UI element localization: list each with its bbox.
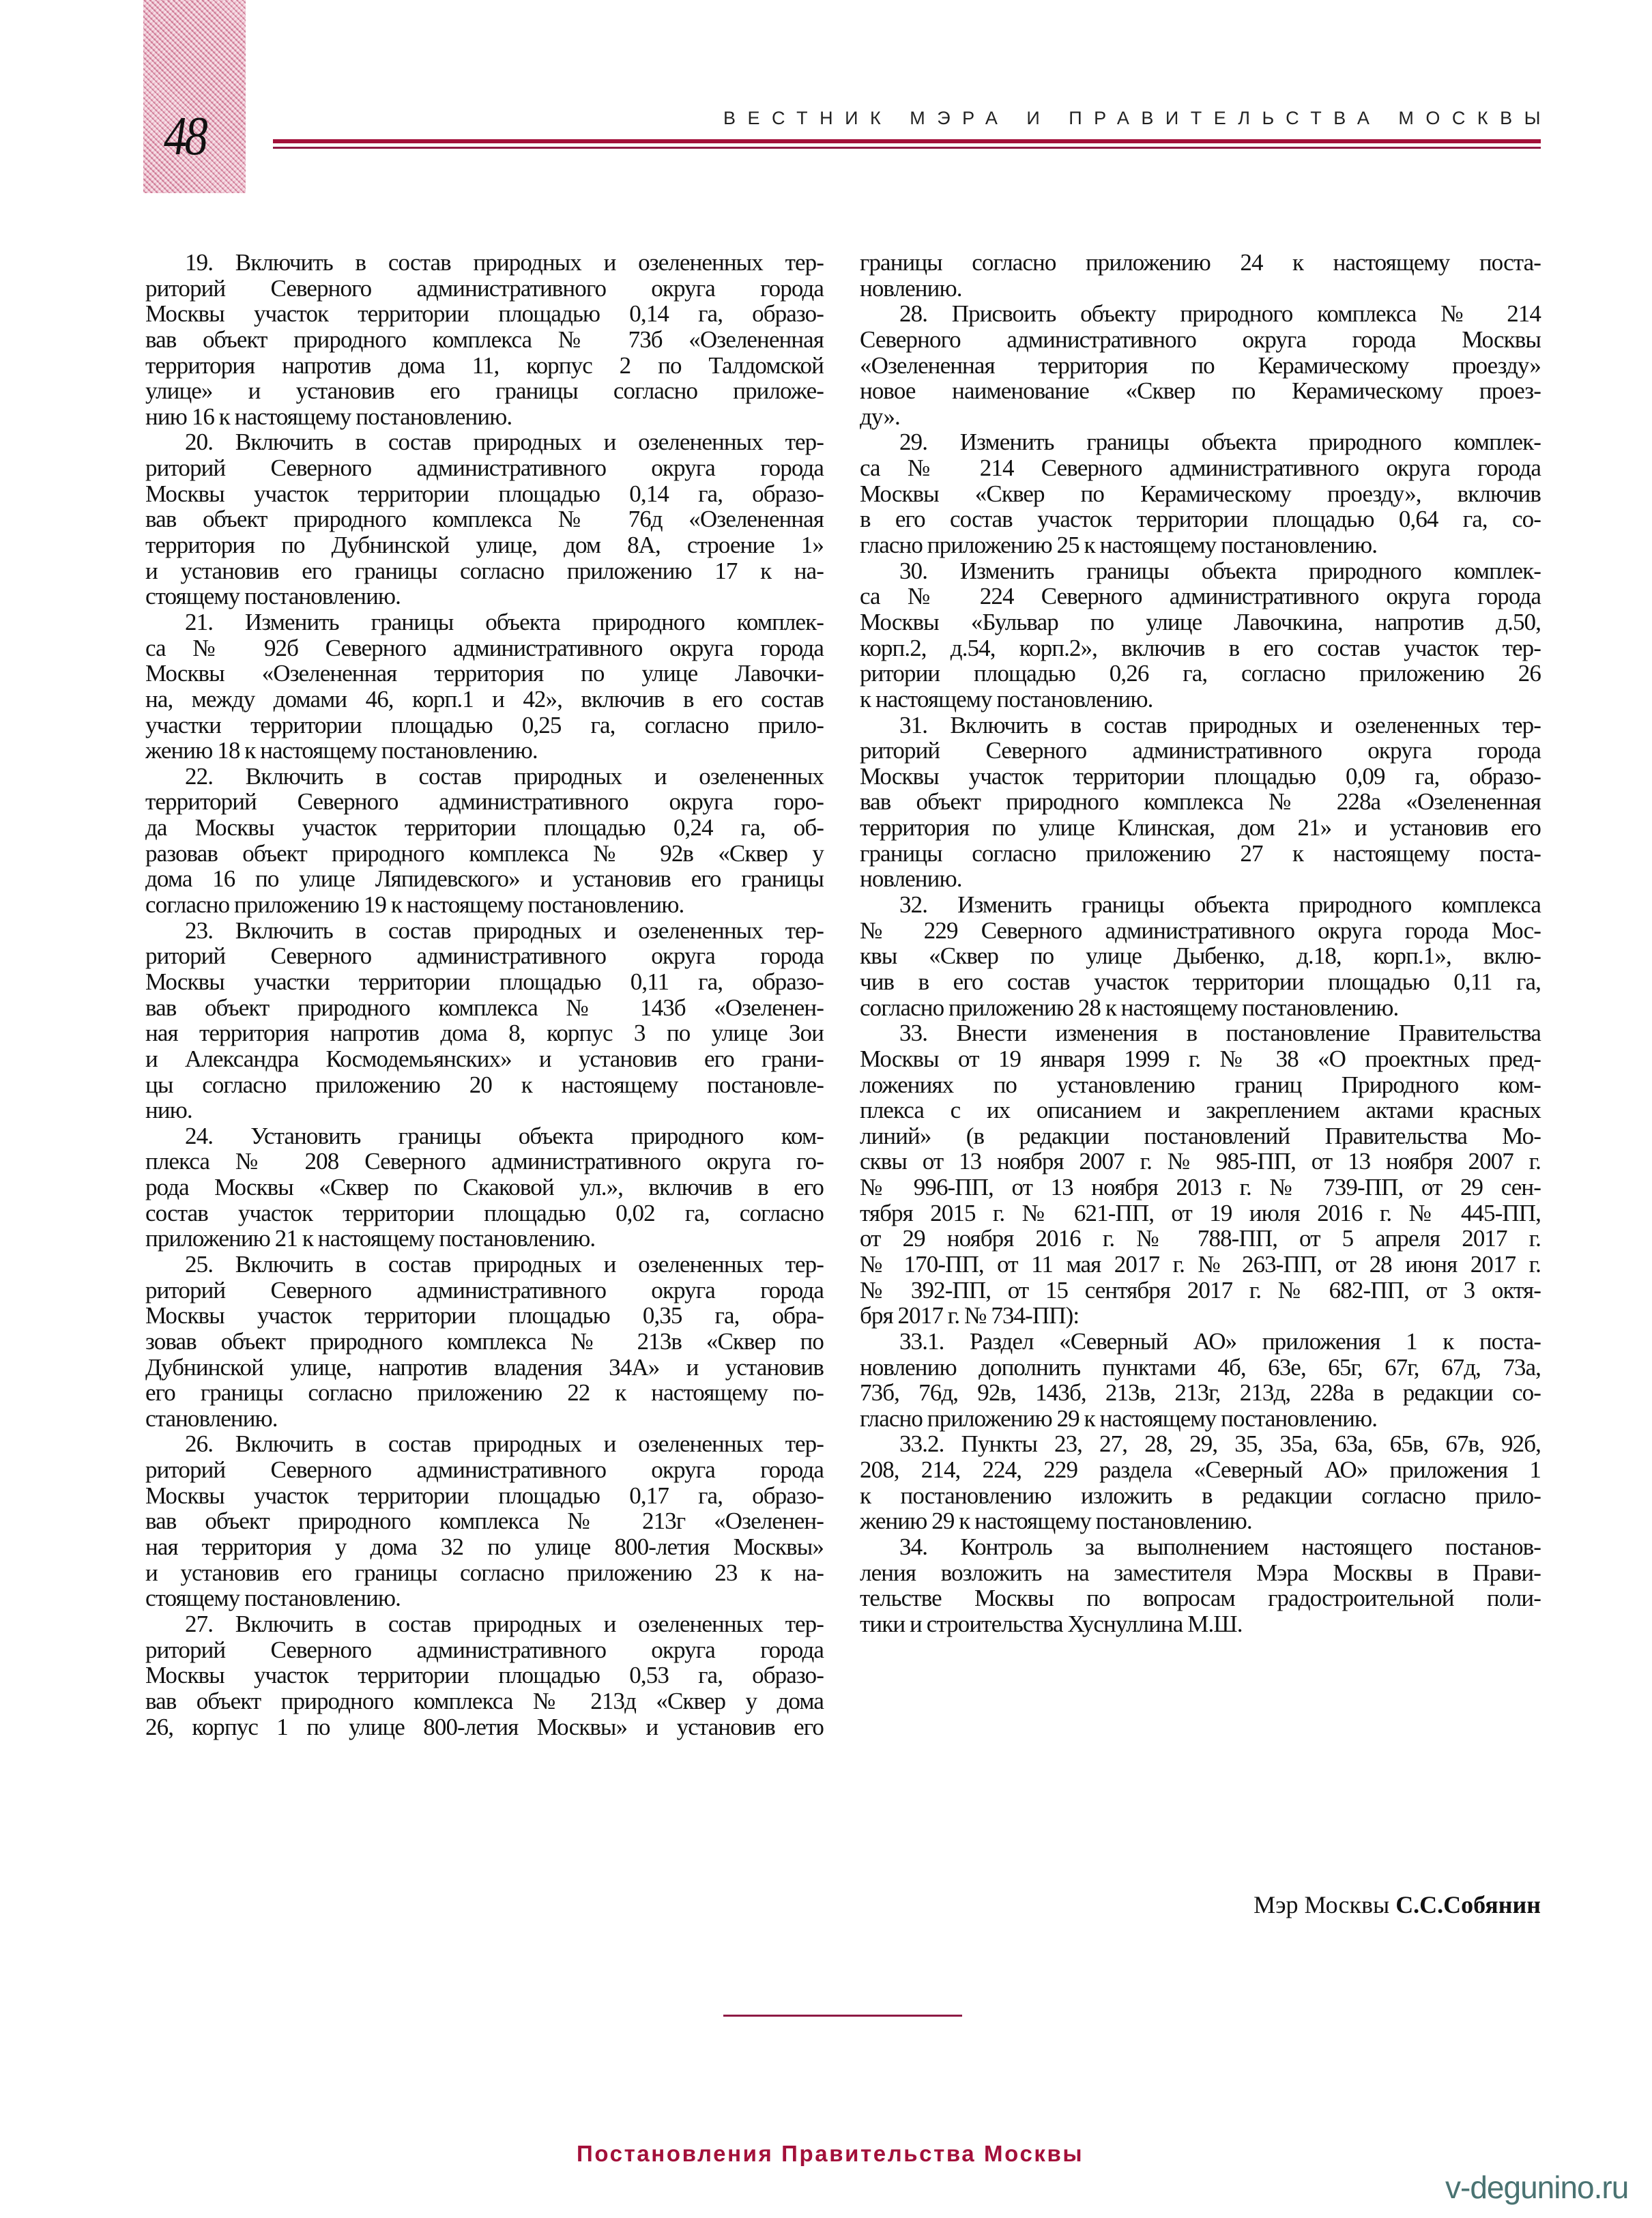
text-line: и установив его границы согласно приложению 17 к на- <box>145 557 824 584</box>
text-line: рода Москвы «Сквер по Скаковой ул.», включив в его <box>145 1174 824 1201</box>
paragraph-item-27-cont <box>860 250 1541 301</box>
text-line: ритории площадью 0,26 га, согласно приложению 26 <box>860 660 1541 687</box>
text-line: Москвы «Бульвар по улице Лавочкина, напротив д.50, <box>860 608 1541 635</box>
paragraph-item-30 <box>860 558 1541 712</box>
text-line: риторий Северного административного округа города <box>145 274 824 302</box>
text-line: да Москвы участок территории площадью 0,24 га, об- <box>145 814 824 841</box>
signature-name: С.С.Собянин <box>1395 1891 1541 1918</box>
left-column <box>145 250 824 1740</box>
page-number-tab <box>143 0 246 193</box>
paragraph-item-27 <box>145 1611 824 1740</box>
text-line: 73б, 76д, 92в, 143б, 213в, 213г, 213д, 228а в редакции со- <box>860 1379 1541 1407</box>
text-line: к настоящему постановлению. <box>860 685 1153 712</box>
text-line: Москвы участок территории площадью 0,09 га, образо- <box>860 762 1541 790</box>
text-line: состав участок территории площадью 0,02 га, согласно <box>145 1199 824 1226</box>
text-line: гласно приложению 29 к настоящему постановлению. <box>860 1405 1378 1432</box>
text-line: к постановлению изложить в редакции согласно прило- <box>860 1482 1541 1509</box>
paragraph-item-28 <box>860 301 1541 429</box>
text-line: плекса № 208 Северного административного округа го- <box>145 1148 824 1175</box>
text-line: тельстве Москвы по вопросам градостроительной поли- <box>860 1585 1541 1612</box>
text-line: 34. Контроль за выполнением настоящего постанов- <box>899 1533 1541 1561</box>
text-line: вав объект природного комплекса № 213д «Сквер у дома <box>145 1687 824 1714</box>
text-line: 31. Включить в состав природных и озелененных тер- <box>899 711 1541 738</box>
paragraph-item-33-1 <box>860 1329 1541 1432</box>
text-line: новлению. <box>860 274 962 302</box>
text-line: жению 29 к настоящему постановлению. <box>860 1508 1252 1535</box>
text-line: чив в его состав участок территории площадью 0,11 га, <box>860 968 1541 995</box>
text-line: риторий Северного административного округа города <box>145 1456 824 1484</box>
text-line: 30. Изменить границы объекта природного комплек- <box>899 557 1541 584</box>
text-line: ления возложить на заместителя Мэра Москвы в Прави- <box>860 1559 1541 1586</box>
text-line: 32. Изменить границы объекта природного комплекса <box>899 891 1541 919</box>
text-line: № 996-ПП, от 13 ноября 2013 г. № 739-ПП, от 29 сен- <box>860 1174 1541 1201</box>
text-line: и Александра Космодемьянских» и установив его грани- <box>145 1045 824 1072</box>
text-line: границы согласно приложению 27 к настоящему поста- <box>860 839 1541 867</box>
text-line: согласно приложению 28 к настоящему постановлению. <box>860 994 1399 1021</box>
paragraph-item-20 <box>145 429 824 609</box>
text-line: дома 16 по улице Ляпидевского» и установив его границы <box>145 865 824 893</box>
text-line: его границы согласно приложению 22 к настоящему по- <box>145 1379 824 1407</box>
text-line: приложению 21 к настоящему постановлению. <box>145 1225 596 1252</box>
text-line: стоящему постановлению. <box>145 583 401 610</box>
text-line: риторий Северного административного округа города <box>145 1636 824 1663</box>
signature-title: Мэр Москвы <box>1254 1891 1390 1918</box>
text-line: 33.2. Пункты 23, 27, 28, 29, 35, 35а, 63а, 65в, 67в, 92б, <box>899 1430 1541 1458</box>
text-line: сквы от 13 ноября 2007 г. № 985-ПП, от 13 ноября 2007 г. <box>860 1148 1541 1175</box>
text-line: 208, 214, 224, 229 раздела «Северный АО» приложения 1 <box>860 1456 1541 1484</box>
paragraph-item-32 <box>860 892 1541 1020</box>
text-line: в его состав участок территории площадью 0,64 га, со- <box>860 506 1541 533</box>
text-line: новлению дополнить пунктами 4б, 63е, 65г, 67г, 67д, 73а, <box>860 1353 1541 1381</box>
text-line: Москвы участок территории площадью 0,14 га, образо- <box>145 480 824 507</box>
text-line: на, между домами 46, корп.1 и 42», включив в его состав <box>145 685 824 712</box>
text-line: границы согласно приложению 24 к настоящему поста- <box>860 249 1541 276</box>
paragraph-item-22 <box>145 764 824 918</box>
text-line: жению 18 к настоящему постановлению. <box>145 737 538 764</box>
text-line: № 392-ПП, от 15 сентября 2017 г. № 682-ПП, от 3 октя- <box>860 1276 1541 1304</box>
text-line: ная территория напротив дома 8, корпус 3 по улице Зои <box>145 1020 824 1047</box>
text-line: Москвы участок территории площадью 0,53 га, образо- <box>145 1662 824 1689</box>
text-line: вав объект природного комплекса № 213г «Озеленен- <box>145 1508 824 1535</box>
text-line: Москвы участок территории площадью 0,14 га, образо- <box>145 300 824 328</box>
text-line: цы согласно приложению 20 к настоящему постановле- <box>145 1071 824 1098</box>
text-line: № 229 Северного административного округа города Мос- <box>860 917 1541 944</box>
text-line: вав объект природного комплекса № 143б «Озеленен- <box>145 994 824 1021</box>
paragraph-item-19 <box>145 250 824 429</box>
text-line: улице» и установив его границы согласно приложе- <box>145 377 824 405</box>
text-line: 28. Присвоить объекту природного комплекса № 214 <box>899 300 1541 328</box>
text-line: 20. Включить в состав природных и озелененных тер- <box>185 429 824 456</box>
text-line: новое наименование «Сквер по Керамическому проез- <box>860 377 1541 405</box>
paragraph-item-24 <box>145 1123 824 1252</box>
paragraph-item-33 <box>860 1020 1541 1329</box>
text-line: са № 92б Северного административного округа города <box>145 634 824 661</box>
text-line: территория по улице Клинская, дом 21» и установив его <box>860 814 1541 841</box>
text-line: ная территория у дома 32 по улице 800-летия Москвы» <box>145 1533 824 1561</box>
text-line: ду». <box>860 403 900 430</box>
text-line: вав объект природного комплекса № 73б «Озелененная <box>145 326 824 353</box>
text-line: тики и строительства Хуснуллина М.Ш. <box>860 1610 1243 1637</box>
text-line: 21. Изменить границы объекта природного комплек- <box>185 608 824 635</box>
text-line: риторий Северного административного округа города <box>145 455 824 482</box>
text-line: 29. Изменить границы объекта природного комплек- <box>899 429 1541 456</box>
text-line: территорий Северного административного округа горо- <box>145 788 824 816</box>
footer-section-title: Постановления Правительства Москвы <box>577 2141 1084 2166</box>
text-line: 25. Включить в состав природных и озелененных тер- <box>185 1250 824 1278</box>
text-line: 22. Включить в состав природных и озелененных <box>185 762 824 790</box>
paragraph-item-23 <box>145 918 824 1123</box>
text-line: Северного административного округа города Москвы <box>860 326 1541 353</box>
text-line: стоящему постановлению. <box>145 1585 401 1612</box>
text-line: участки территории площадью 0,25 га, согласно прило- <box>145 711 824 738</box>
paragraph-item-31 <box>860 712 1541 892</box>
header-rule-thin <box>273 147 1541 149</box>
text-line: квы «Сквер по улице Дыбенко, д.18, корп.1», вклю- <box>860 942 1541 970</box>
text-line: нию 16 к настоящему постановлению. <box>145 403 512 430</box>
text-line: и установив его границы согласно приложению 23 к на- <box>145 1559 824 1586</box>
text-line: Москвы от 19 января 1999 г. № 38 «О проектных пред- <box>860 1045 1541 1072</box>
text-line: Дубнинской улице, напротив владения 34А» и установив <box>145 1353 824 1381</box>
text-line: Москвы участок территории площадью 0,17 га, образо- <box>145 1482 824 1509</box>
text-line: корп.2, д.54, корп.2», включив в его состав участок тер- <box>860 634 1541 661</box>
paragraph-item-25 <box>145 1252 824 1431</box>
text-line: «Озелененная территория по Керамическому проезду» <box>860 351 1541 379</box>
text-line: Москвы «Сквер по Керамическому проезду», включив <box>860 480 1541 507</box>
signature <box>1254 1890 1541 1919</box>
text-line: 33.1. Раздел «Северный АО» приложения 1 к поста- <box>899 1327 1541 1355</box>
right-column <box>860 250 1541 1637</box>
text-line: становлению. <box>145 1405 278 1432</box>
page-number: 48 <box>164 106 206 167</box>
text-line: от 29 ноября 2016 г. № 788-ПП, от 5 апреля 2017 г. <box>860 1225 1541 1252</box>
text-line: территория по Дубнинской улице, дом 8А, строение 1» <box>145 532 824 559</box>
text-line: территория напротив дома 11, корпус 2 по Талдомской <box>145 351 824 379</box>
text-line: тября 2015 г. № 621-ПП, от 19 июля 2016 г. № 445-ПП, <box>860 1199 1541 1226</box>
end-divider <box>723 2015 962 2017</box>
header-rule-thick <box>273 139 1541 143</box>
text-line: риторий Северного административного округа города <box>145 1276 824 1304</box>
text-line: согласно приложению 19 к настоящему постановлению. <box>145 891 684 919</box>
paragraph-item-29 <box>860 429 1541 558</box>
text-line: Москвы участок территории площадью 0,35 га, обра- <box>145 1302 824 1329</box>
text-line: № 170-ПП, от 11 мая 2017 г. № 263-ПП, от 28 июня 2017 г. <box>860 1250 1541 1278</box>
paragraph-item-21 <box>145 609 824 764</box>
text-line: гласно приложению 25 к настоящему постановлению. <box>860 532 1378 559</box>
text-line: 26, корпус 1 по улице 800-летия Москвы» и установив его <box>145 1713 824 1740</box>
paragraph-item-34 <box>860 1534 1541 1637</box>
text-line: са № 224 Северного административного округа города <box>860 583 1541 610</box>
text-line: 27. Включить в состав природных и озелененных тер- <box>185 1610 824 1637</box>
text-line: Москвы «Озелененная территория по улице Лавочки- <box>145 660 824 687</box>
text-line: ложениях по установлению границ Природного ком- <box>860 1071 1541 1098</box>
text-line: Москвы участки территории площадью 0,11 га, образо- <box>145 968 824 995</box>
text-line: риторий Северного административного округа города <box>860 737 1541 764</box>
text-line: линий» (в редакции постановлений Правительства Мо- <box>860 1122 1541 1149</box>
text-line: новлению. <box>860 865 962 893</box>
text-line: разовав объект природного комплекса № 92в «Сквер у <box>145 839 824 867</box>
paragraph-item-26 <box>145 1431 824 1611</box>
text-line: 19. Включить в состав природных и озелененных тер- <box>185 249 824 276</box>
text-line: 23. Включить в состав природных и озелененных тер- <box>185 917 824 944</box>
text-line: 24. Установить границы объекта природного ком- <box>185 1122 824 1149</box>
text-line: плекса с их описанием и закреплением актами красных <box>860 1097 1541 1124</box>
text-line: 33. Внести изменения в постановление Правительства <box>899 1020 1541 1047</box>
text-line: 26. Включить в состав природных и озелененных тер- <box>185 1430 824 1458</box>
watermark-link[interactable]: v-degunino.ru <box>1445 2170 1629 2205</box>
text-line: са № 214 Северного административного округа города <box>860 455 1541 482</box>
text-line: вав объект природного комплекса № 76д «Озелененная <box>145 506 824 533</box>
text-line: риторий Северного административного округа города <box>145 942 824 970</box>
text-line: бря 2017 г. № 734-ПП): <box>860 1302 1079 1329</box>
journal-title: ВЕСТНИК МЭРА И ПРАВИТЕЛЬСТВА МОСКВЫ <box>723 108 1552 128</box>
text-line: вав объект природного комплекса № 228а «Озелененная <box>860 788 1541 816</box>
text-line: нию. <box>145 1097 192 1124</box>
paragraph-item-33-2 <box>860 1431 1541 1534</box>
text-line: зовав объект природного комплекса № 213в «Сквер по <box>145 1327 824 1355</box>
